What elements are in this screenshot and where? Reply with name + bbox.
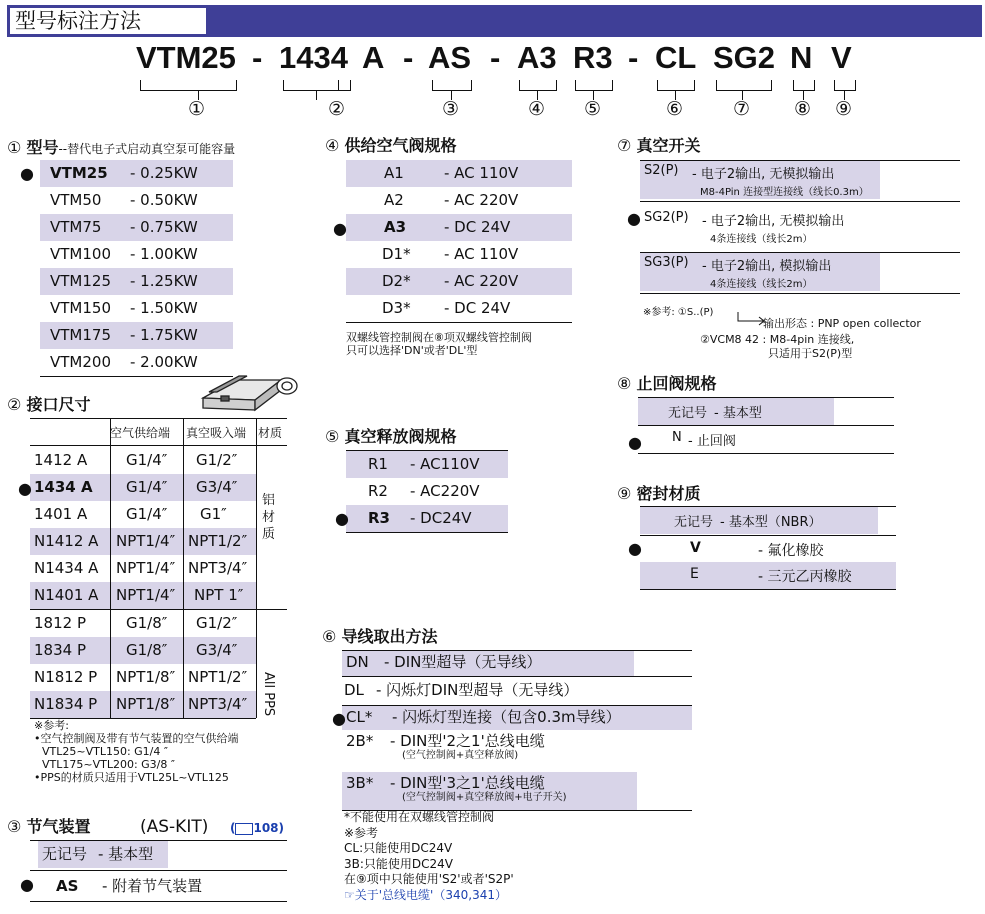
section-6-heading: ⑥ 导线取出方法 bbox=[322, 627, 438, 646]
list-item: CL* - 闪烁灯型连接（包含0.3m导线） bbox=[342, 706, 692, 730]
section-3-list bbox=[30, 840, 287, 902]
section-7-heading: ⑦ 真空开关 bbox=[617, 136, 701, 155]
code-marker: ⑨ bbox=[835, 98, 853, 120]
section-2-notes: ※参考: •空气控制阀及带有节气装置的空气供给端 VTL25~VTL150: G1/4 ″ VTL175~VTL200: G3/8 ″ •PPS的材质只适用于VTL25L~VTL125 bbox=[34, 719, 239, 784]
code-part-supply-valve: A3 bbox=[517, 40, 557, 75]
section-5-list bbox=[346, 450, 508, 533]
table-row: 1412 A G1/4″ G1/2″ bbox=[34, 451, 238, 469]
code-sep: - bbox=[490, 40, 501, 75]
table-row: 1812 P G1/8″ G1/2″ bbox=[34, 614, 238, 632]
selected-bullet: ● bbox=[20, 875, 34, 894]
code-bracket bbox=[140, 80, 237, 91]
table-divider bbox=[256, 418, 257, 718]
section-4-notes: 双螺线管控制阀在⑧项双螺线管控制阀 只可以选择'DN'或者'DL'型 bbox=[346, 331, 532, 357]
table-row: 1401 A G1/4″ G1″ bbox=[34, 505, 227, 523]
page-title: 型号标注方法 bbox=[10, 8, 206, 34]
code-part-material: A bbox=[362, 40, 385, 75]
list-item: SG2(P) - 电子2输出, 无模拟输出 4条连接线（线长2m） bbox=[644, 210, 845, 245]
list-item: D2* - AC 220V bbox=[346, 268, 572, 295]
material-pps: All PPS bbox=[261, 672, 276, 717]
section-4-list bbox=[346, 160, 572, 323]
header-material: 材质 bbox=[258, 426, 283, 440]
list-item: S2(P) - 电子2输出, 无模拟输出 M8-4Pin 连接型连接线（线长0.3m） bbox=[640, 161, 880, 199]
section-4-heading: ④ 供给空气阀规格 bbox=[325, 136, 457, 155]
section-2-heading: ② 接口尺寸 bbox=[7, 395, 91, 414]
list-item: VTM150 - 1.50KW bbox=[50, 299, 198, 317]
section-2-rows bbox=[30, 447, 256, 719]
section-6-notes: *不能使用在双螺线管控制阀 ※参考 CL:只能使用DC24V 3B:只能使用DC24V 在⑨项中只能使用'S2'或者'S2P' ☞关于'总线电缆'（340,341） bbox=[344, 810, 514, 902]
code-bracket bbox=[432, 80, 472, 91]
section-7-note-output: 输出形态 : PNP open collector bbox=[763, 317, 921, 330]
table-divider bbox=[183, 418, 184, 718]
section-7-note-ref: ※参考: ①S..(P) bbox=[643, 307, 714, 318]
list-item: 2B* - DIN型'2之1'总线电缆 (空气控制阀+真空释放阀) bbox=[346, 732, 545, 761]
page-ref: ( 108) bbox=[230, 821, 285, 835]
table-row: N1401 A NPT1/4″ NPT 1″ bbox=[30, 582, 256, 609]
vacuum-unit-illustration bbox=[195, 368, 305, 416]
list-item: E - 三元乙丙橡胶 bbox=[640, 562, 896, 589]
section-5-heading: ⑤ 真空释放阀规格 bbox=[325, 427, 457, 446]
list-item: DN - DIN型超导（无导线） bbox=[342, 651, 634, 676]
table-row: 1834 P G1/8″ G3/4″ bbox=[30, 637, 256, 664]
table-row: N1434 A NPT1/4″ NPT3/4″ bbox=[34, 559, 248, 577]
list-item: D1* - AC 110V bbox=[382, 245, 519, 263]
section-9-list bbox=[640, 506, 896, 590]
selected-bullet: ● bbox=[628, 539, 642, 558]
list-item: VTM25 - 0.25KW bbox=[40, 160, 233, 187]
code-marker: ⑤ bbox=[584, 98, 602, 120]
code-marker: ⑥ bbox=[666, 98, 684, 120]
selected-bullet: ● bbox=[332, 709, 346, 728]
code-marker: ⑧ bbox=[794, 98, 812, 120]
list-item: R2 - AC220V bbox=[368, 482, 480, 500]
table-divider bbox=[110, 418, 111, 718]
header-supply: 空气供给端 bbox=[110, 426, 171, 440]
code-bracket bbox=[283, 80, 351, 91]
selected-bullet: ● bbox=[628, 433, 642, 452]
header-vacuum: 真空吸入端 bbox=[186, 426, 247, 440]
code-part-model: VTM25 bbox=[136, 40, 236, 75]
section-7-note-scope: 只适用于S2(P)型 bbox=[768, 347, 853, 360]
code-sep: - bbox=[403, 40, 414, 75]
code-part-wiring: CL bbox=[655, 40, 697, 75]
list-item: A1 - AC 110V bbox=[346, 160, 572, 187]
list-item: 无记号 - 基本型 bbox=[638, 398, 834, 425]
code-part-check-valve: N bbox=[790, 40, 813, 75]
section-7-list bbox=[640, 160, 960, 294]
code-part-seal: V bbox=[831, 40, 852, 75]
code-marker: ⑦ bbox=[733, 98, 751, 120]
selected-bullet: ● bbox=[335, 509, 349, 528]
list-item: 无记号 - 基本型 bbox=[38, 841, 168, 868]
section-9-heading: ⑨ 密封材质 bbox=[617, 484, 701, 503]
code-part-saver: AS bbox=[428, 40, 472, 75]
code-sep: - bbox=[252, 40, 263, 75]
section-3-heading: ③ 节气装置 bbox=[7, 817, 91, 836]
list-item: VTM200 - 2.00KW bbox=[40, 349, 233, 377]
selected-bullet: ● bbox=[627, 209, 641, 228]
list-item: DL - 闪烁灯DIN型超导（无导线） bbox=[344, 681, 579, 699]
code-sep: - bbox=[628, 40, 639, 75]
table-row: N1412 A NPT1/4″ NPT1/2″ bbox=[30, 528, 256, 555]
code-tick bbox=[338, 80, 339, 90]
table-row: N1812 P NPT1/8″ NPT1/2″ bbox=[34, 668, 248, 686]
list-item: 无记号 - 基本型（NBR） bbox=[640, 507, 878, 534]
code-part-release-valve: R3 bbox=[573, 40, 613, 75]
as-kit-label: (AS-KIT) bbox=[140, 817, 209, 837]
list-item: AS - 附着节气装置 bbox=[56, 877, 203, 895]
section-7-note-cable: ②VCM8 42 : M8-4pin 连接线, bbox=[700, 333, 855, 346]
code-part-vacuum-switch: SG2 bbox=[713, 40, 776, 75]
section-1-heading: ① 型号--替代电子式启动真空泵可能容量 bbox=[7, 138, 236, 157]
code-marker: ① bbox=[188, 98, 206, 120]
list-item: VTM175 - 1.75KW bbox=[40, 322, 233, 349]
table-header-row bbox=[30, 419, 287, 445]
code-tick bbox=[316, 90, 317, 100]
section-8-heading: ⑧ 止回阀规格 bbox=[617, 374, 717, 393]
code-bracket bbox=[575, 80, 613, 91]
list-item: A3 - DC 24V bbox=[346, 214, 572, 241]
section-6-list bbox=[342, 650, 692, 811]
list-item: R3 - DC24V bbox=[346, 505, 508, 533]
list-item: D3* - DC 24V bbox=[346, 295, 572, 323]
section-8-list bbox=[638, 397, 894, 454]
code-marker: ③ bbox=[442, 98, 460, 120]
list-item: VTM100 - 1.00KW bbox=[50, 245, 198, 263]
code-marker: ④ bbox=[528, 98, 546, 120]
list-item: A2 - AC 220V bbox=[384, 191, 519, 209]
list-item: VTM125 - 1.25KW bbox=[40, 268, 233, 295]
list-item: VTM50 - 0.50KW bbox=[50, 191, 198, 209]
selected-bullet: ● bbox=[18, 479, 32, 498]
list-item: VTM75 - 0.75KW bbox=[40, 214, 233, 241]
table-row: N1834 P NPT1/8″ NPT3/4″ bbox=[30, 691, 256, 719]
selected-bullet: ● bbox=[20, 164, 34, 183]
section-2-table bbox=[30, 418, 287, 446]
material-aluminium: 铝材质 bbox=[262, 493, 276, 542]
section-1-list bbox=[40, 160, 233, 377]
list-item: V - 氟化橡胶 bbox=[690, 540, 824, 559]
book-icon bbox=[235, 823, 253, 835]
code-bracket bbox=[519, 80, 557, 91]
code-part-port: 1434 bbox=[279, 40, 348, 75]
table-row: 1434 A G1/4″ G3/4″ bbox=[30, 474, 256, 501]
list-item: R1 - AC110V bbox=[346, 451, 508, 478]
code-bracket bbox=[716, 80, 772, 91]
bus-cable-link[interactable]: ☞关于'总线电缆'（340,341） bbox=[344, 887, 507, 902]
code-bracket bbox=[793, 80, 815, 91]
code-bracket bbox=[834, 80, 856, 91]
list-item: SG3(P) - 电子2输出, 模拟输出 4条连接线（线长2m） bbox=[640, 253, 880, 291]
code-bracket bbox=[657, 80, 695, 91]
selected-bullet: ● bbox=[333, 219, 347, 238]
list-item: N - 止回阀 bbox=[672, 430, 736, 449]
code-marker: ② bbox=[328, 98, 346, 120]
list-item: 3B* - DIN型'3之1'总线电缆 (空气控制阀+真空释放阀+电子开关) bbox=[342, 772, 637, 810]
